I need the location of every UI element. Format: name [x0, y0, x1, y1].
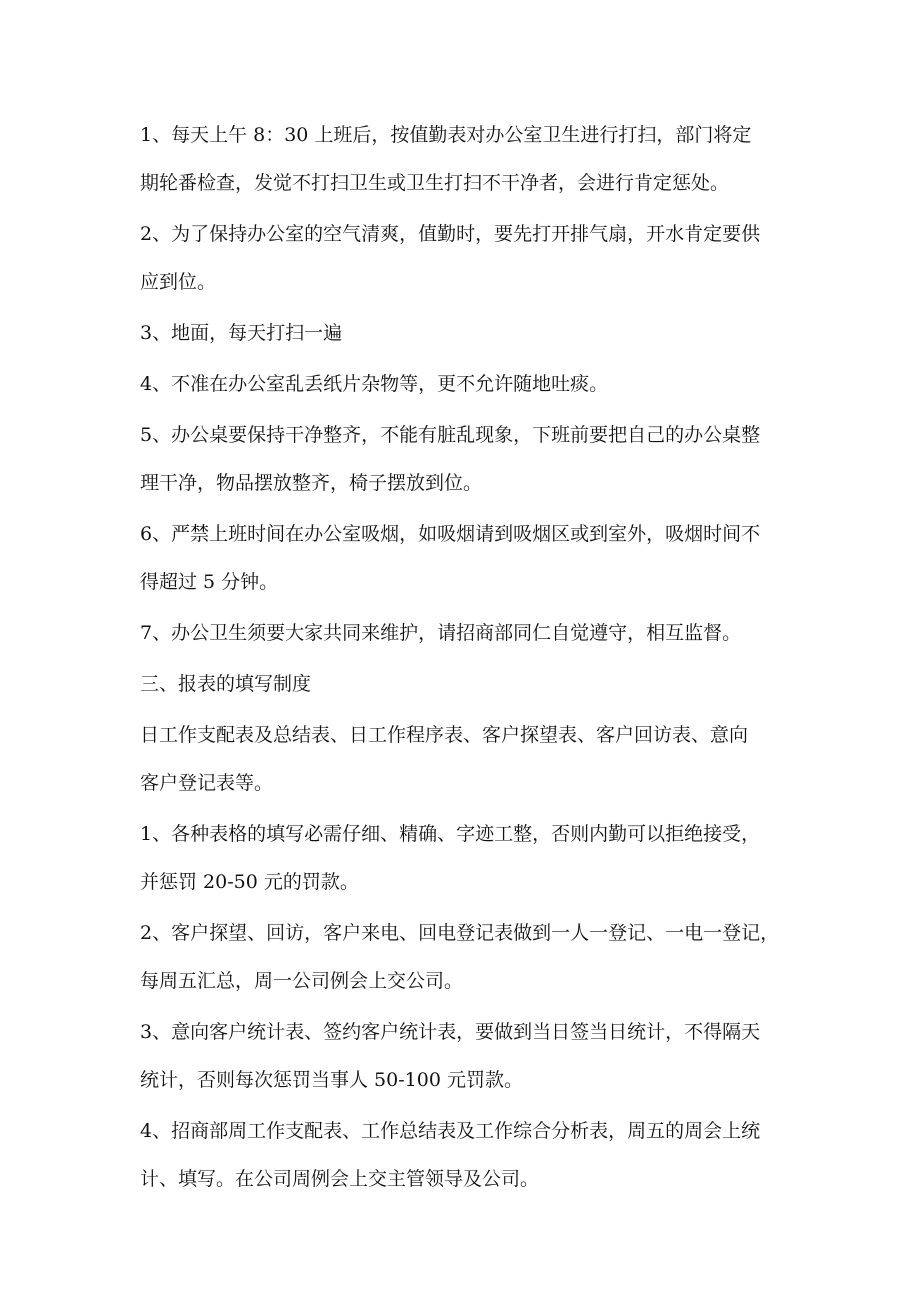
paragraph-line: 理干净，物品摆放整齐，椅子摆放到位。	[140, 472, 483, 494]
paragraph-report-item-4	[140, 1107, 780, 1203]
paragraph-item-6	[140, 510, 780, 606]
paragraph-line: 2、客户探望、回访，客户来电、回电登记表做到一人一登记、一电一登记，	[140, 922, 780, 944]
paragraph-report-item-2	[140, 909, 780, 1005]
paragraph-line: 5、办公桌要保持干净整齐，不能有脏乱现象，下班前要把自己的办公桌整	[140, 424, 761, 446]
paragraph-line: 日工作支配表及总结表、日工作程序表、客户探望表、客户回访表、意向	[140, 724, 749, 746]
paragraph-line: 4、招商部周工作支配表、工作总结表及工作综合分析表，周五的周会上统	[140, 1120, 761, 1142]
heading-line: 三、报表的填写制度	[140, 673, 312, 695]
paragraph-line: 得超过 5 分钟。	[140, 571, 279, 593]
paragraph-line: 计、填写。在公司周例会上交主管领导及公司。	[140, 1168, 540, 1190]
paragraph-report-item-3	[140, 1008, 780, 1104]
paragraph-item-2	[140, 210, 780, 306]
paragraph-item-5	[140, 411, 780, 507]
paragraph-line: 客户登记表等。	[140, 772, 274, 794]
paragraph-line: 1、各种表格的填写必需仔细、精确、字迹工整，否则内勤可以拒绝接受，	[140, 823, 761, 845]
paragraph-item-7	[140, 609, 780, 657]
paragraph-line: 3、地面，每天打扫一遍	[140, 322, 343, 344]
paragraph-report-types	[140, 711, 780, 807]
paragraph-line: 期轮番检查，发觉不打扫卫生或卫生打扫不干净者，会进行肯定惩处。	[140, 172, 730, 194]
paragraph-line: 每周五汇总，周一公司例会上交公司。	[140, 970, 464, 992]
paragraph-line: 1、每天上午 8：30 上班后，按值勤表对办公室卫生进行打扫，部门将定	[140, 124, 752, 146]
paragraph-line: 并惩罚 20-50 元的罚款。	[140, 871, 359, 893]
paragraph-line: 3、意向客户统计表、签约客户统计表，要做到当日签当日统计，不得隔天	[140, 1021, 761, 1043]
paragraph-item-4	[140, 360, 780, 408]
paragraph-line: 7、办公卫生须要大家共同来维护，请招商部同仁自觉遵守，相互监督。	[140, 622, 742, 644]
paragraph-line: 6、严禁上班时间在办公室吸烟，如吸烟请到吸烟区或到室外，吸烟时间不	[140, 523, 761, 545]
paragraph-item-3	[140, 309, 780, 357]
paragraph-item-1	[140, 111, 780, 207]
section-heading-reports	[140, 660, 780, 708]
paragraph-line: 应到位。	[140, 271, 217, 293]
paragraph-line: 4、不准在办公室乱丢纸片杂物等，更不允许随地吐痰。	[140, 373, 609, 395]
paragraph-line: 统计，否则每次惩罚当事人 50-100 元罚款。	[140, 1069, 523, 1091]
paragraph-report-item-1	[140, 810, 780, 906]
paragraph-line: 2、为了保持办公室的空气清爽，值勤时，要先打开排气扇，开水肯定要供	[140, 223, 761, 245]
